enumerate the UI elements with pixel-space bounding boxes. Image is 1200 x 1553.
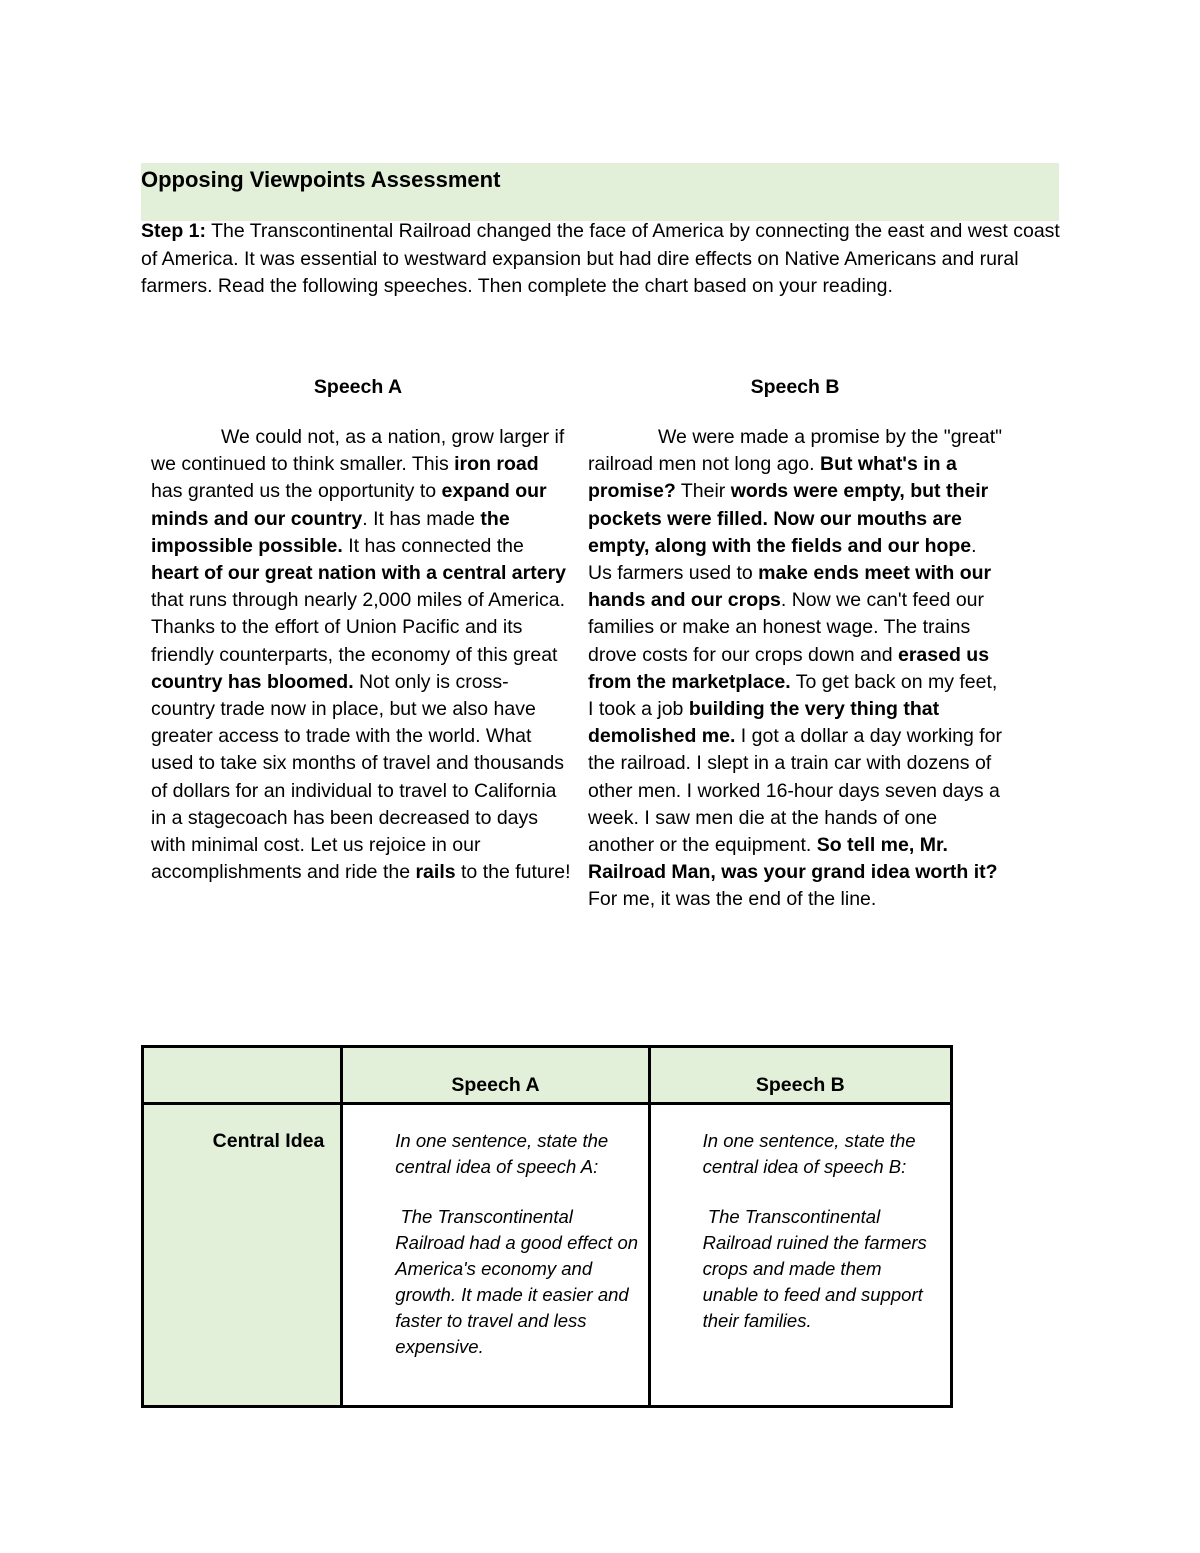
step-text: The Transcontinental Railroad changed the face of America by connecting the east and west coast of America. It was essential to westward expansion but had dire effects on Native Americans and rural farmers. Read the following speeches. Then complete the chart based on your reading. xyxy=(141,220,1060,297)
speech-run: that runs through nearly 2,000 miles of America. Thanks to the effort of Union Pacific and its friendly counterparts, the economy of this great xyxy=(151,562,572,666)
speech-b-answer xyxy=(651,1105,950,1334)
speech-b-heading: Speech B xyxy=(750,376,840,398)
speech-run: Their xyxy=(675,480,731,503)
speech-emphasis: rails xyxy=(415,861,456,884)
speech-b-answer-text: The Transcontinental Railroad ruined the farmers crops and made them unable to feed and support their families. xyxy=(702,1206,932,1331)
speech-run: . Us farmers used to xyxy=(588,534,988,585)
speech-run: Not only is cross-country trade now in place, but we also have greater access to trade with the world. What used to take six months of travel and thousands of dollars for an individual to travel to California in a stagecoach has been decreased to days with minimal cost. Let us rejoice in our accomplishments and ride the xyxy=(151,670,570,884)
speech-emphasis: So tell me, Mr. Railroad Man, was your grand idea worth it? xyxy=(588,834,998,884)
speech-run: . It has made xyxy=(362,507,481,530)
speech-a-prompt: In one sentence, state the central idea of speech A: xyxy=(395,1130,609,1177)
speech-emphasis: make ends meet with our hands and our crops xyxy=(588,562,997,612)
speech-run: To get back on my feet, I took a job xyxy=(588,670,1003,721)
speech-b-text xyxy=(588,424,1008,914)
speech-run: . Now we can't feed our families or make an honest wage. The trains drove costs for our crops down and xyxy=(588,589,990,666)
comparison-chart xyxy=(141,1045,953,1408)
chart-header-row xyxy=(143,1047,952,1104)
speech-a-column xyxy=(151,374,571,886)
speech-a-answer-text: The Transcontinental Railroad had a good effect on America's economy and growth. It made it easier and faster to travel and less expensive. xyxy=(395,1206,643,1357)
speech-run: It has connected the xyxy=(342,534,530,557)
chart-header-speech-a: Speech A xyxy=(342,1047,649,1104)
page-title: Opposing Viewpoints Assessment xyxy=(141,167,501,192)
speech-run: For me, it was the end of the line. xyxy=(588,861,1003,911)
speech-emphasis: But what's in a promise? xyxy=(588,453,963,503)
speech-a-heading: Speech A xyxy=(313,376,403,398)
speech-emphasis: erased us from the marketplace. xyxy=(588,643,995,693)
speech-run: We were made a promise by the "great" railroad men not long ago. xyxy=(588,426,1008,476)
central-idea-label: Central Idea xyxy=(212,1130,325,1152)
speech-b-column xyxy=(588,374,1008,914)
chart-row-label-cell xyxy=(143,1104,342,1407)
speech-b-prompt: In one sentence, state the central idea of speech B: xyxy=(702,1130,916,1177)
speech-a-text xyxy=(151,424,571,886)
speech-emphasis: country has bloomed. xyxy=(151,670,354,693)
step-label: Step 1: xyxy=(141,220,207,242)
speech-emphasis: iron road xyxy=(454,453,539,476)
speech-emphasis: expand our minds and our country xyxy=(151,480,553,530)
speech-run: to the future! xyxy=(455,861,571,884)
speech-a-answer-cell xyxy=(342,1104,649,1407)
step-instructions xyxy=(141,218,1066,301)
chart-header-speech-b: Speech B xyxy=(649,1047,951,1104)
speech-b-answer-cell xyxy=(649,1104,951,1407)
chart-corner-cell xyxy=(143,1047,342,1104)
speech-emphasis: words were empty, but their pockets were filled. Now our mouths are empty, along with the fields and our hope xyxy=(588,480,994,557)
speech-run: has granted us the opportunity to xyxy=(151,453,545,503)
speech-run: I got a dollar a day working for the railroad. I slept in a train car with dozens of other men. I worked 16-hour days seven days a week. I saw men die at the hands of one another or the equipment. xyxy=(588,725,1008,857)
speech-run: We could not, as a nation, grow larger if we continued to think smaller. This xyxy=(151,426,570,476)
speech-emphasis: heart of our great nation with a central artery xyxy=(151,562,567,585)
chart-central-idea-row xyxy=(143,1104,952,1407)
speech-a-answer xyxy=(343,1105,647,1360)
speech-emphasis: building the very thing that demolished me. xyxy=(588,698,945,748)
speech-emphasis: the impossible possible. xyxy=(151,507,516,557)
